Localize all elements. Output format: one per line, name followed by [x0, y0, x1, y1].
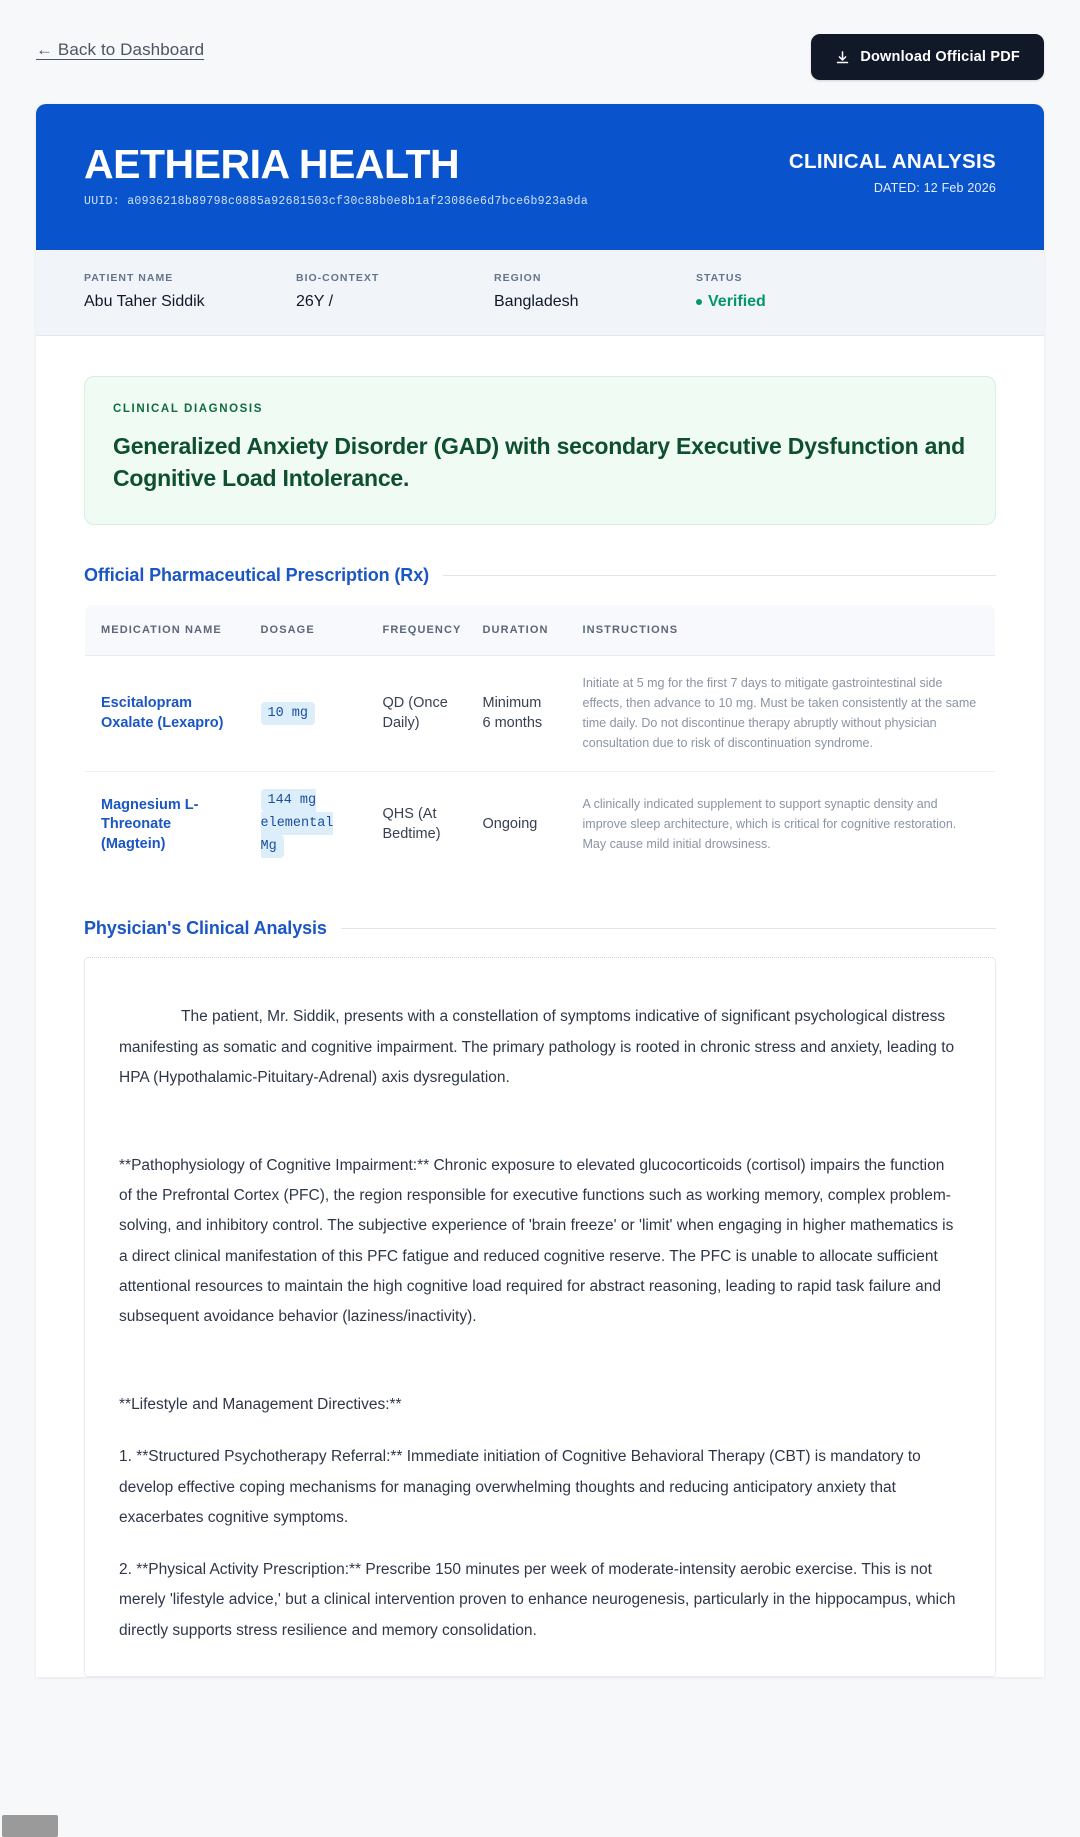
- medication-name: Escitalopram Oxalate (Lexapro): [101, 695, 224, 731]
- medication-name: Magnesium L-Threonate (Magtein): [101, 796, 199, 852]
- page-scrollbar-thumb[interactable]: [2, 1815, 58, 1837]
- document-date: DATED: 12 Feb 2026: [873, 181, 996, 195]
- meta-bio-context: [296, 272, 494, 311]
- meta-label: BIO-CONTEXT: [296, 272, 380, 284]
- meta-patient-name: [84, 272, 296, 311]
- dosage-chip: 10 mg: [261, 702, 316, 725]
- brand-title: AETHERIA HEALTH: [84, 141, 460, 187]
- status-badge: [696, 293, 766, 311]
- back-to-dashboard-link[interactable]: ← Back to Dashboard: [36, 40, 205, 59]
- prescription-section-title: Official Pharmaceutical Prescription (Rx): [84, 565, 430, 586]
- document-uuid: UUID: a0936218b89798c0885a92681503cf30c88b0e8b1af23086e6d7bce6b923a9da: [84, 195, 589, 208]
- download-official-pdf-button[interactable]: [811, 34, 1044, 80]
- meta-value: Bangladesh: [494, 293, 579, 310]
- instructions-text: Initiate at 5 mg for the first 7 days to mitigate gastrointestinal side effects, then advance to 10 mg. Must be taken consistently at the same time daily. Do not discontinue therapy abruptly without physician consultation due to risk of discontinuation syndrome.: [582, 676, 977, 750]
- download-icon: [835, 50, 850, 65]
- analysis-paragraph: **Pathophysiology of Cognitive Impairment:** Chronic exposure to elevated glucocorticoids (cortisol) impairs the function of the Prefrontal Cortex (PFC), the region responsible for executive functions such as working memory, complex problem-solving, and inhibitory control. The subjective experience of 'brain freeze' or 'limit' when engaging in higher mathematics is a direct clinical manifestation of this PFC fatigue and reduced cognitive reserve. The PFC is unable to allocate sufficient attentional resources to maintain the high cognitive load required for abstract reasoning, leading to rapid task failure and subsequent avoidance behavior (laziness/inactivity).: [119, 1156, 954, 1326]
- duration-cell: [467, 772, 567, 878]
- section-divider: [341, 928, 996, 929]
- frequency-cell: [367, 656, 467, 772]
- column-header-dosage: DOSAGE: [245, 605, 367, 656]
- column-header-instructions: INSTRUCTIONS: [567, 605, 996, 656]
- document-body: [36, 336, 1044, 1677]
- analysis-paragraph: 2. **Physical Activity Prescription:** Prescribe 150 minutes per week of moderate-intensity aerobic exercise. This is not merely 'lifestyle advice,' but a clinical intervention proven to enhance neurogenesis, particularly in the hippocampus, which directly supports stress resilience and memory consolidation.: [119, 1561, 956, 1639]
- instructions-cell: [567, 656, 996, 772]
- top-bar: [0, 0, 1080, 80]
- analysis-section-title: Physician's Clinical Analysis: [84, 918, 327, 939]
- analysis-paragraph: **Lifestyle and Management Directives:**: [119, 1396, 402, 1414]
- prescription-section-header: [84, 565, 996, 586]
- frequency-value: QHS (At Bedtime): [382, 806, 441, 842]
- analysis-paragraph: The patient, Mr. Siddik, presents with a constellation of symptoms indicative of significant psychological distress manifesting as somatic and cognitive impairment. The primary pathology is rooted in chronic stress and anxiety, leading to HPA (Hypothalamic-Pituitary-Adrenal) axis dysregulation.: [119, 1008, 955, 1086]
- meta-status: [696, 272, 766, 311]
- meta-label: REGION: [494, 272, 542, 284]
- meta-label: STATUS: [696, 272, 743, 284]
- patient-meta-bar: [36, 250, 1044, 336]
- dosage-cell: [245, 656, 367, 772]
- dosage-chip: 144 mg elemental Mg: [261, 789, 334, 858]
- medication-name-cell: [85, 656, 245, 772]
- meta-value: Abu Taher Siddik: [84, 293, 205, 310]
- clinical-diagnosis-box: [84, 376, 996, 525]
- status-text: Verified: [708, 293, 766, 310]
- section-divider: [443, 575, 996, 576]
- prescription-table-header-row: [85, 605, 996, 656]
- table-row: [85, 656, 996, 772]
- clinical-diagnosis-label: CLINICAL DIAGNOSIS: [113, 403, 263, 415]
- download-button-label: Download Official PDF: [860, 49, 1020, 65]
- physician-analysis-panel: [84, 957, 996, 1677]
- frequency-cell: [367, 772, 467, 878]
- status-dot-icon: [696, 299, 702, 305]
- dosage-cell: [245, 772, 367, 878]
- document-header-left: [84, 141, 589, 208]
- medication-name-cell: [85, 772, 245, 878]
- document-header: [36, 104, 1044, 250]
- clinical-diagnosis-text: Generalized Anxiety Disorder (GAD) with secondary Executive Dysfunction and Cognitive Load Intolerance.: [113, 433, 965, 491]
- column-header-frequency: FREQUENCY: [367, 605, 467, 656]
- analysis-paragraph: 1. **Structured Psychotherapy Referral:** Immediate initiation of Cognitive Behavioral Therapy (CBT) is mandatory to develop effective coping mechanisms for managing overwhelming thoughts and reducing anticipatory anxiety that exacerbates cognitive symptoms.: [119, 1448, 921, 1526]
- meta-label: PATIENT NAME: [84, 272, 174, 284]
- instructions-cell: [567, 772, 996, 878]
- prescription-table: [84, 604, 996, 878]
- analysis-section-header: [84, 918, 996, 939]
- meta-region: [494, 272, 696, 311]
- duration-cell: [467, 656, 567, 772]
- meta-value: 26Y /: [296, 293, 334, 310]
- column-header-medication-name: MEDICATION NAME: [85, 605, 245, 656]
- duration-value: Ongoing: [482, 816, 538, 833]
- column-header-duration: DURATION: [467, 605, 567, 656]
- document-header-right: [789, 144, 996, 195]
- instructions-text: A clinically indicated supplement to support synaptic density and improve sleep architecture, which is critical for cognitive restoration. May cause mild initial drowsiness.: [582, 797, 957, 851]
- table-row: [85, 772, 996, 878]
- duration-value: Minimum 6 months: [482, 695, 543, 731]
- analysis-type-label: CLINICAL ANALYSIS: [788, 150, 996, 173]
- frequency-value: QD (Once Daily): [382, 695, 448, 731]
- clinical-document-card: [36, 104, 1044, 1677]
